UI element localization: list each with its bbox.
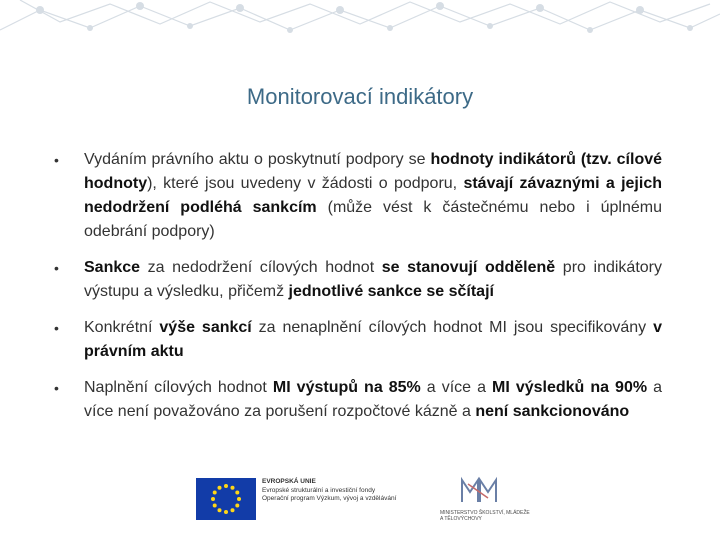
bullet-icon: • — [54, 260, 59, 276]
bullet-run: Naplnění cílových hodnot — [84, 379, 273, 396]
bullet-run: a více a — [420, 379, 493, 396]
bullet-emphasis: Sankce — [84, 259, 141, 276]
eu-star-icon — [213, 504, 217, 508]
bullet-run: a více není považováno za porušení rozpočtové kázně a — [84, 379, 663, 420]
bullet-run: pro indikátory výstupu a výsledku, přičemž — [84, 259, 663, 300]
bullet-run: za nedodržení cílových hodnot — [140, 259, 382, 276]
eu-star-icon — [231, 486, 235, 490]
bullet-item — [52, 256, 662, 304]
bullet-run: Vydáním právního aktu o poskytnutí podpory se — [84, 151, 431, 168]
eu-star-icon — [211, 497, 215, 501]
bullet-text — [84, 379, 662, 420]
bullet-run: ), které jsou uvedeny v žádosti o podporu, — [147, 175, 464, 192]
bullet-emphasis: MI výstupů na 85% — [272, 379, 421, 396]
msmt-logo-icon — [458, 476, 498, 506]
eu-heading: EVROPSKÁ UNIE — [262, 478, 316, 485]
bullet-item — [52, 316, 662, 364]
eu-star-icon — [231, 508, 235, 512]
bullet-icon: • — [54, 152, 59, 168]
bullet-text — [84, 319, 662, 360]
bullet-emphasis: stávají závaznými a jejich nedodržení podléhá sankcím — [84, 175, 662, 216]
network-pattern-icon — [0, 0, 720, 40]
bullet-icon: • — [54, 320, 59, 336]
header-pattern-band — [0, 0, 720, 40]
footer-logos — [196, 474, 536, 522]
bullet-emphasis: se stanovují odděleně — [381, 259, 556, 276]
bullet-icon: • — [54, 380, 59, 396]
bullet-emphasis: výše sankcí — [159, 319, 252, 336]
eu-star-icon — [218, 508, 222, 512]
bullet-item — [52, 148, 662, 244]
bullet-emphasis: MI výsledků na 90% — [492, 379, 648, 396]
bullet-run: (může vést k částečnému nebo i úplnému odebrání podpory) — [84, 199, 663, 240]
eu-star-icon — [235, 491, 239, 495]
eu-flag-icon — [196, 478, 256, 520]
bullet-text — [84, 151, 662, 240]
bullet-run: za nenaplnění cílových hodnot MI jsou specifikovány — [251, 319, 654, 336]
eu-line2: Operační program Výzkum, vývoj a vzdělávání — [262, 495, 397, 502]
eu-star-icon — [213, 491, 217, 495]
bullet-text — [84, 259, 662, 300]
eu-star-icon — [224, 484, 228, 488]
slide-title: Monitorovací indikátory — [246, 84, 474, 109]
bullet-list — [52, 148, 662, 436]
eu-line1: Evropské strukturální a investiční fondy — [262, 486, 376, 494]
bullet-emphasis: hodnoty indikátorů (tzv. cílové hodnoty — [84, 151, 663, 192]
eu-star-icon — [237, 497, 241, 501]
msmt-caption: MINISTERSTVO ŠKOLSTVÍ, MLÁDEŽE A TĚLOVÝCHOVY — [440, 510, 530, 522]
bullet-emphasis: jednotlivé sankce se sčítají — [288, 283, 494, 300]
eu-star-icon — [224, 510, 228, 514]
bullet-emphasis: v právním aktu — [84, 319, 662, 360]
eu-star-icon — [218, 486, 222, 490]
bullet-run: Konkrétní — [84, 319, 160, 336]
eu-logo-text — [262, 478, 452, 504]
eu-star-icon — [235, 504, 239, 508]
bullet-item — [52, 376, 662, 424]
bullet-emphasis: není sankcionováno — [475, 403, 630, 420]
